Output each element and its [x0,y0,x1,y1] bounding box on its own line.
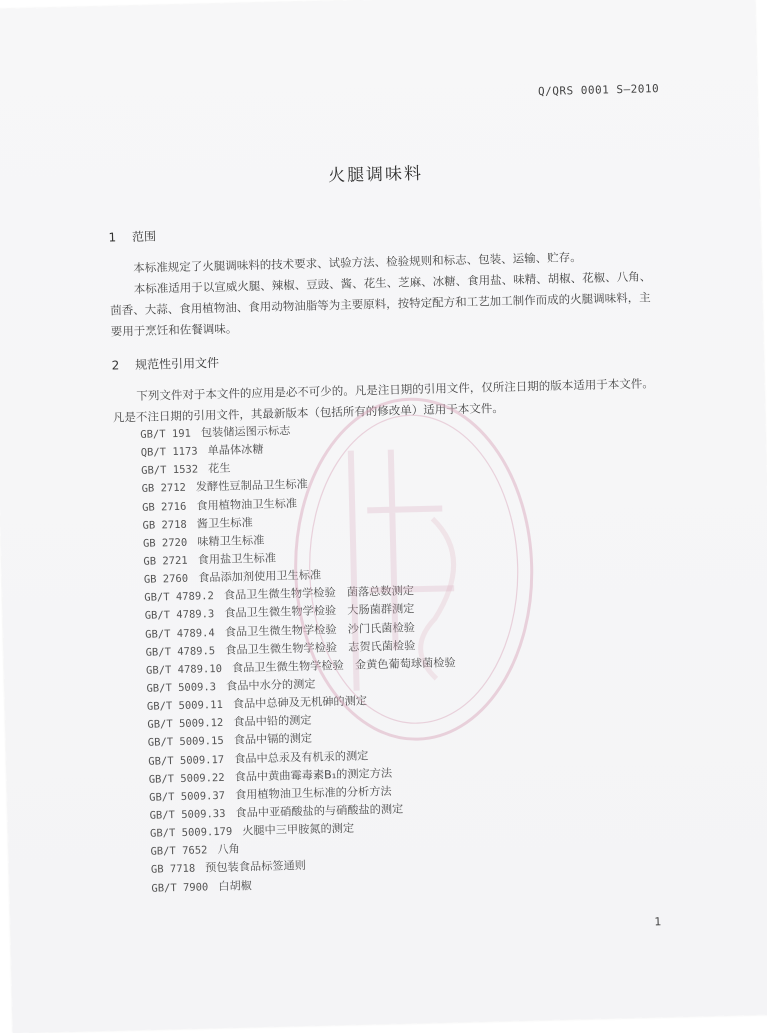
reference-title: 食用植物油卫生标准的分析方法 [234,784,392,802]
reference-code: GB/T 4789.4 [145,626,215,641]
reference-code: GB/T 5009.179 [149,825,233,840]
reference-code: QB/T 1173 [140,445,198,459]
reference-title: 食品卫生微生物学检验 大肠菌群测定 [224,602,415,621]
reference-title: 食品卫生微生物学检验 沙门氏菌检验 [224,620,416,639]
reference-code: GB/T 7652 [150,844,208,858]
reference-title: 食品中总汞及有机汞的测定 [233,748,369,766]
reference-title: 火腿中三甲胺氮的测定 [242,821,355,838]
reference-title: 食品卫生微生物学检验 金黄色葡萄球菌检验 [231,656,456,675]
section-title: 范围 [131,229,157,244]
reference-title: 味精卫生标准 [197,533,265,549]
reference-title: 单晶体冰糖 [207,442,264,458]
reference-code: GB/T 4789.5 [145,644,216,659]
reference-title: 食品中镉的测定 [233,732,313,748]
reference-code: GB/T 5009.33 [149,807,226,822]
reference-title: 花生 [207,461,231,476]
reference-code: GB 2760 [143,572,189,586]
reference-title: 食品中黄曲霉毒素B₁的测定方法 [234,766,393,784]
page-number: 1 [654,915,662,929]
reference-code: GB/T 1532 [141,463,199,478]
reference-title: 白胡椒 [218,878,253,893]
references-intro-paragraph: 下列文件对于本文件的应用是必不可少的。凡是注日期的引用文件，仅所注日期的版本适用于本文件。凡是不注日期的引用文件，其最新版本（包括所有的修改单）适用于本文件。 [112,376,654,425]
reference-code: GB/T 4789.3 [144,608,215,623]
reference-code: GB 2716 [141,500,187,514]
reference-title: 八角 [217,842,240,857]
reference-title: 食用植物油卫生标准 [196,496,298,513]
reference-code: GB 7718 [150,863,196,877]
reference-code: GB 2712 [141,482,187,496]
reference-code: GB/T 5009.11 [146,699,223,713]
reference-code: GB/T 5009.22 [148,771,225,786]
reference-code: GB/T 7900 [151,880,209,895]
reference-title: 食品卫生微生物学检验 志贺氏菌检验 [225,638,416,657]
reference-code: GB/T 4789.2 [144,590,214,605]
reference-title: 酱卫生标准 [196,515,253,531]
reference-code: GB/T 5009.3 [146,681,217,695]
reference-code: GB/T 4789.10 [145,662,223,677]
reference-title: 食品添加剂使用卫生标准 [197,568,322,585]
scope-paragraph-2: 本标准适用于以宣威火腿、辣椒、豆豉、酱、花生、芝麻、冰糖、食用盐、味精、胡椒、花椒、八角、茴香、大蒜、食用植物油、食用动物油脂等为主要原料，按特定配方和工艺加工制作而成的火腿调味料，主要用于烹饪和佐餐调味。 [110,269,652,339]
section-title: 规范性引用文件 [134,355,220,372]
reference-title: 食品中铅的测定 [233,713,312,729]
reference-code: GB/T 5009.37 [149,789,226,804]
document-title: 火腿调味料 [327,163,424,187]
reference-title: 食用盐卫生标准 [197,551,277,567]
reference-title: 食品中水分的测定 [225,677,316,693]
standard-code: Q/QRS 0001 S—2010 [537,82,660,99]
reference-code: GB/T 5009.15 [147,735,224,750]
section-number: 2 [111,358,120,373]
section-heading-normative-references [111,354,219,374]
reference-code: GB/T 5009.17 [148,753,225,768]
reference-title: 预包装食品标签通则 [205,859,307,875]
reference-code: GB 2721 [143,554,188,568]
reference-code: GB/T 191 [140,427,192,441]
scope-paragraph-1: 本标准规定了火腿调味料的技术要求、试验方法、检验规则和标志、包装、运输、贮存。 [133,250,582,275]
reference-title: 食品中总砷及无机砷的测定 [232,694,368,711]
reference-title: 食品中亚硝酸盐的与硝酸盐的测定 [235,802,404,820]
reference-code: GB 2718 [142,518,187,532]
reference-title: 发酵性豆制品卫生标准 [195,478,308,494]
reference-title: 包装储运图示标志 [200,424,291,440]
reference-title: 食品卫生微生物学检验 菌落总数测定 [223,584,415,603]
reference-list [140,418,461,897]
section-heading-scope [108,227,156,245]
reference-code: GB 2720 [142,536,188,550]
reference-code: GB/T 5009.12 [147,717,224,731]
section-number: 1 [108,230,117,245]
